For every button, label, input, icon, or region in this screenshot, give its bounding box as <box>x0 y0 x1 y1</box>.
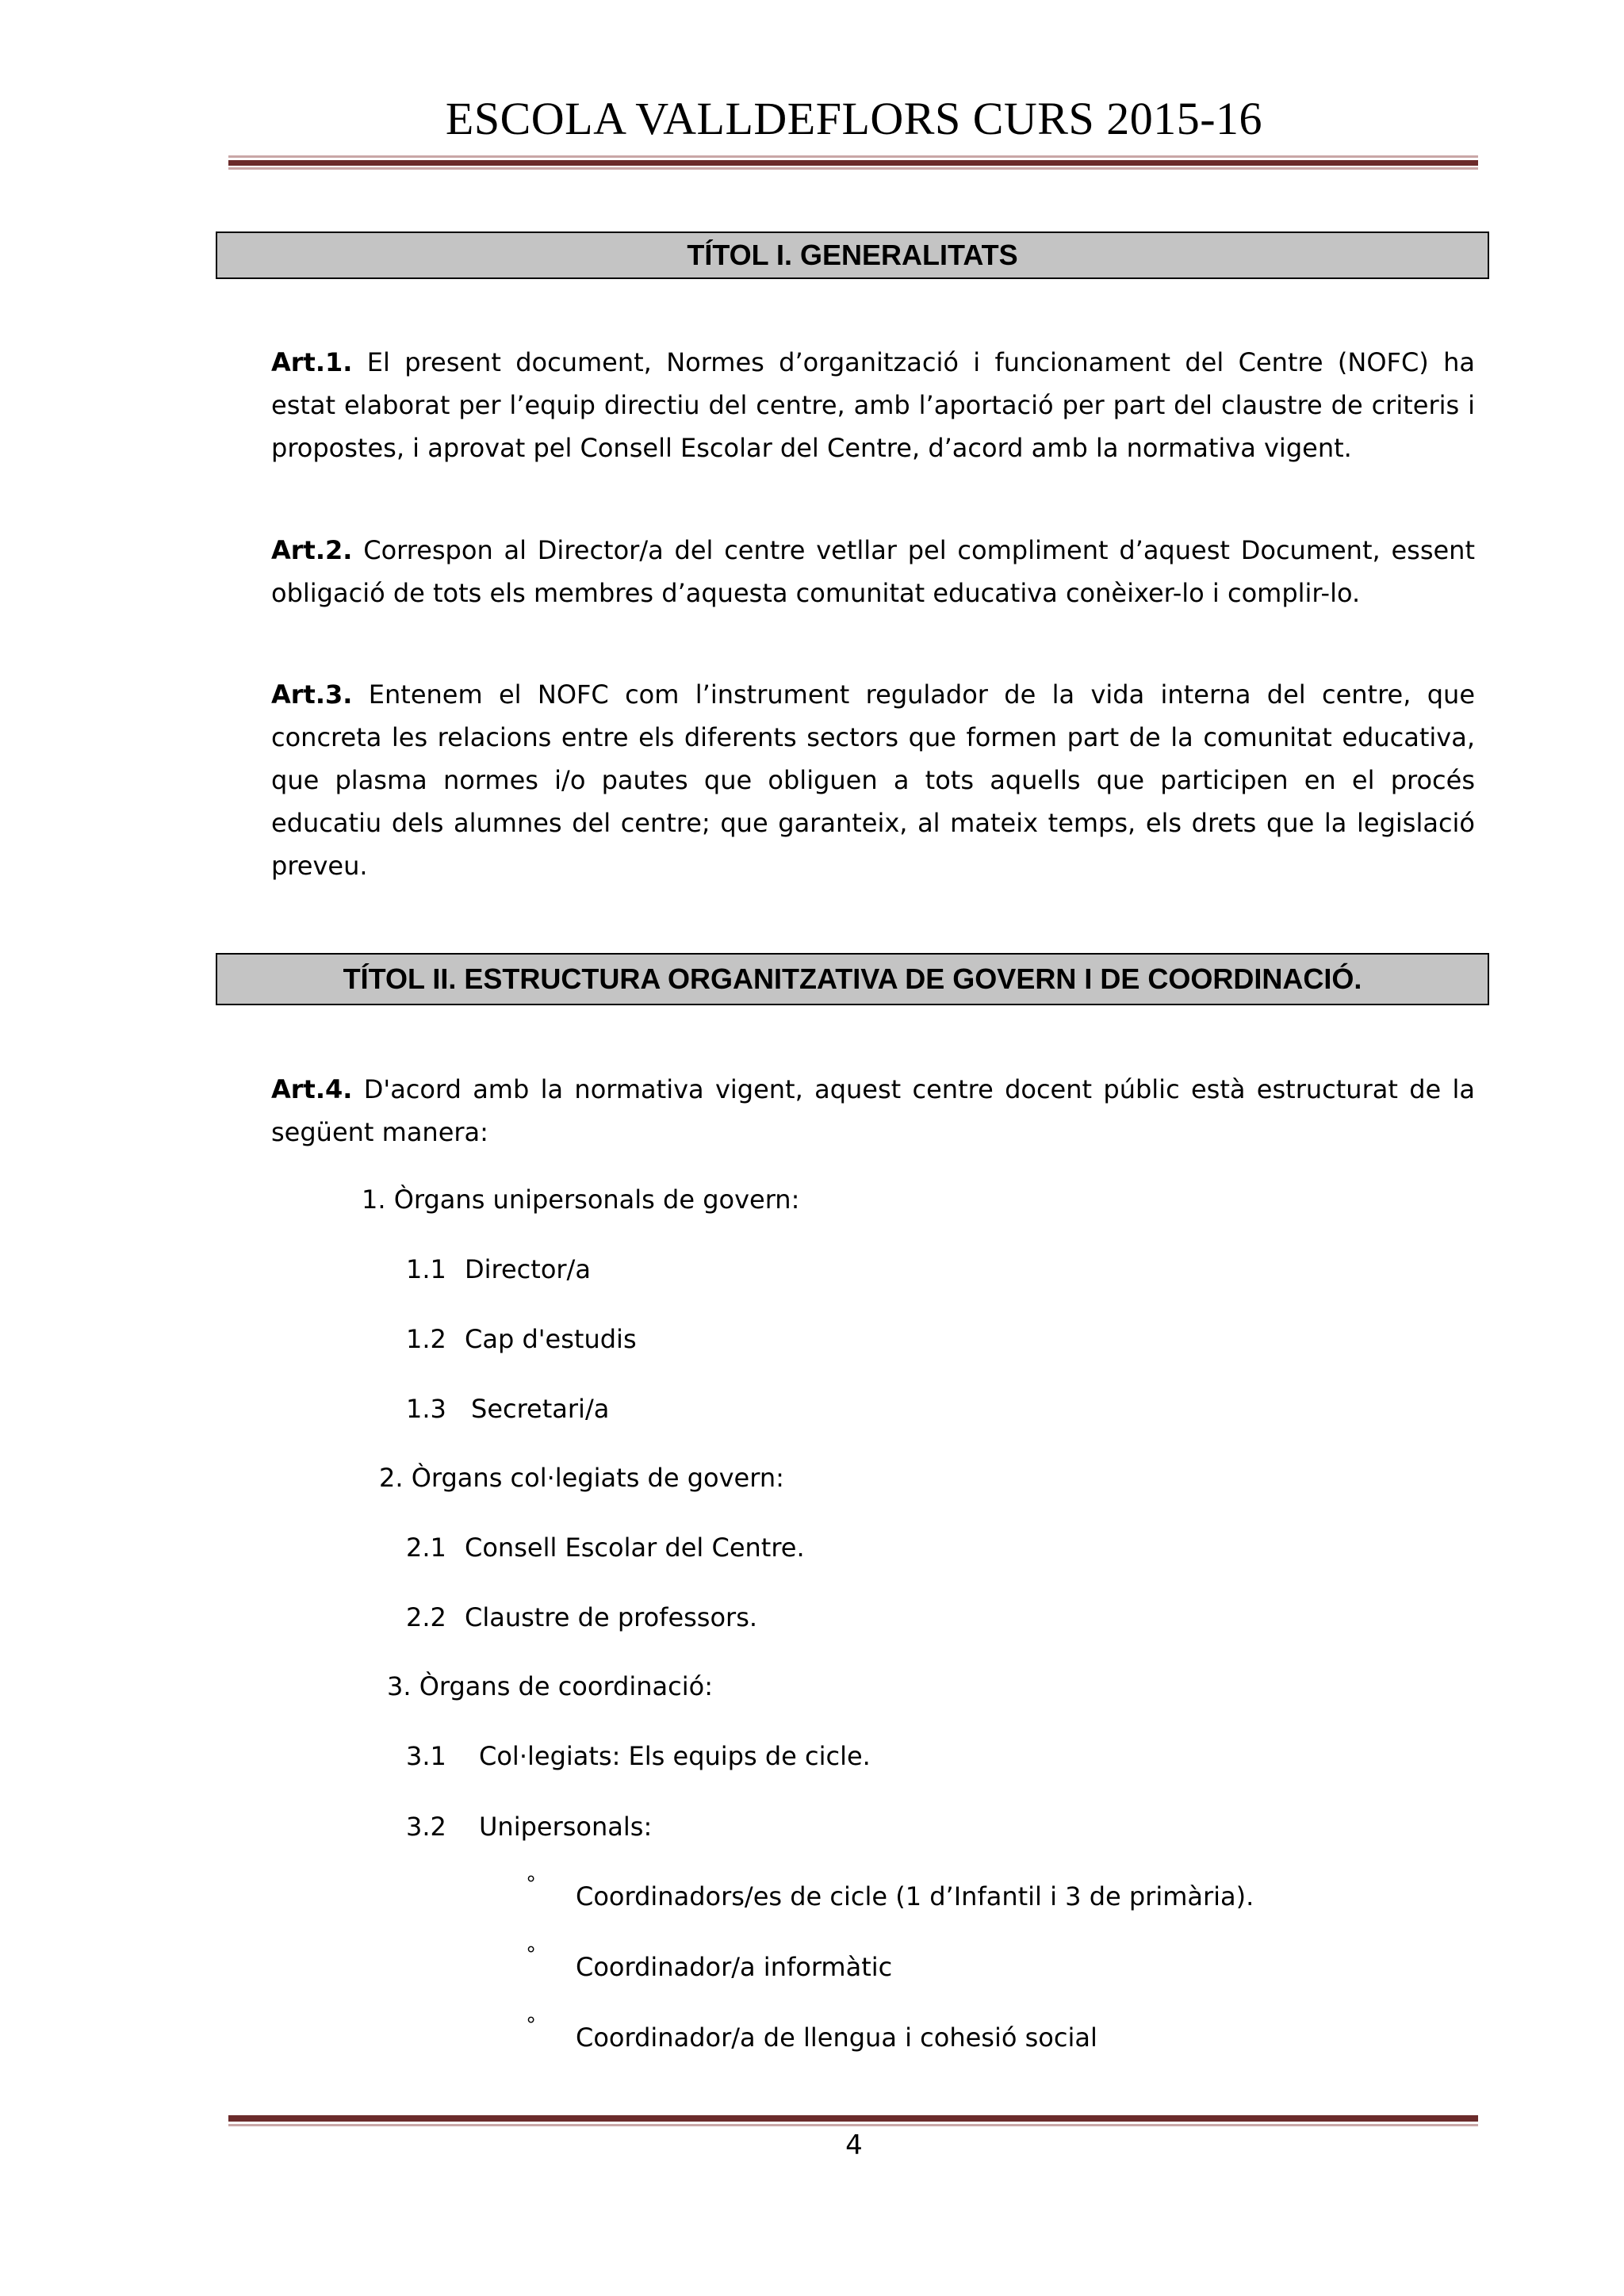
list-item-1-1 <box>406 1248 591 1291</box>
list-item-2-2-text: Claustre de professors. <box>465 1602 758 1632</box>
list-group-2: 2. Òrgans col·legiats de govern: <box>379 1463 784 1493</box>
bullet-item-1: Coordinadors/es de cicle (1 d’Infantil i 3 de primària). <box>576 1881 1254 1911</box>
article-3-label: Art.3. <box>271 679 353 710</box>
bullet-icon: ° <box>527 1871 536 1896</box>
list-group-3: 3. Òrgans de coordinació: <box>387 1671 713 1701</box>
list-item-2-2-number: 2.2 <box>406 1602 446 1632</box>
article-4-label: Art.4. <box>271 1074 353 1104</box>
list-group-1: 1. Òrgans unipersonals de govern: <box>362 1184 800 1215</box>
list-item-1-3-text: Secretari/a <box>471 1394 610 1424</box>
list-item-2-1-number: 2.1 <box>406 1533 446 1563</box>
list-item-1-1-number: 1.1 <box>406 1254 446 1284</box>
header-rule-thick <box>228 160 1478 166</box>
list-item-2-1 <box>406 1526 805 1569</box>
article-4 <box>271 1068 1475 1154</box>
header-rule-thin-top <box>228 155 1478 158</box>
bullet-item-2: Coordinador/a informàtic <box>576 1952 893 1982</box>
list-item-1-3 <box>406 1387 609 1430</box>
footer-rule-thick <box>228 2115 1478 2122</box>
article-2-label: Art.2. <box>271 535 353 565</box>
list-item-3-2-number: 3.2 <box>406 1812 446 1842</box>
header-rule-thin-bottom <box>228 167 1478 170</box>
article-1-text: El present document, Normes d’organització i funcionament del Centre (NOFC) ha estat elaborat per l’equip directiu del centre, amb l’aportació per part del claustre de criteris i propostes, i aprovat pel Consell Escolar del Centre, d’acord amb la normativa vigent. <box>271 347 1476 463</box>
bullet-icon: ° <box>527 1942 536 1966</box>
page-number: 4 <box>845 2130 863 2161</box>
list-item-3-1-text: Col·legiats: Els equips de cicle. <box>479 1741 871 1771</box>
article-4-text: D'acord amb la normativa vigent, aquest centre docent públic està estructurat de la següent manera: <box>271 1074 1476 1147</box>
article-1 <box>271 341 1475 469</box>
bullet-item-3: Coordinador/a de llengua i cohesió social <box>576 2022 1097 2053</box>
list-item-3-2 <box>406 1805 652 1848</box>
article-3-text: Entenem el NOFC com l’instrument regulador de la vida interna del centre, que concreta les relacions entre els diferents sectors que formen part de la comunitat educativa, que plasma normes i/o pautes que obliguen a tots aquells que participen en el procés educatiu dels alumnes del centre; que garanteix, al mateix temps, els drets que la legislació preveu. <box>271 679 1476 881</box>
list-item-3-2-text: Unipersonals: <box>479 1812 653 1842</box>
document-header-title: ESCOLA VALLDEFLORS CURS 2015-16 <box>445 93 1263 144</box>
bullet-icon: ° <box>527 2012 536 2037</box>
article-1-label: Art.1. <box>271 347 353 377</box>
footer-rule-thin <box>228 2124 1478 2126</box>
list-item-1-2 <box>406 1318 637 1360</box>
list-item-1-2-text: Cap d'estudis <box>465 1324 637 1354</box>
section-2-heading: TÍTOL II. ESTRUCTURA ORGANITZATIVA DE GOVERN I DE COORDINACIÓ. <box>216 953 1489 1005</box>
list-item-1-2-number: 1.2 <box>406 1324 446 1354</box>
list-item-3-1-number: 3.1 <box>406 1741 446 1771</box>
list-item-1-3-number: 1.3 <box>406 1394 446 1424</box>
article-3 <box>271 673 1475 887</box>
section-1-heading: TÍTOL I. GENERALITATS <box>216 232 1489 279</box>
article-2 <box>271 529 1475 614</box>
list-item-3-1 <box>406 1735 871 1777</box>
article-2-text: Correspon al Director/a del centre vetllar pel compliment d’aquest Document, essent obligació de tots els membres d’aquesta comunitat educativa conèixer-lo i complir-lo. <box>271 535 1476 608</box>
list-item-1-1-text: Director/a <box>465 1254 591 1284</box>
list-item-2-1-text: Consell Escolar del Centre. <box>465 1533 805 1563</box>
list-item-2-2 <box>406 1596 757 1639</box>
